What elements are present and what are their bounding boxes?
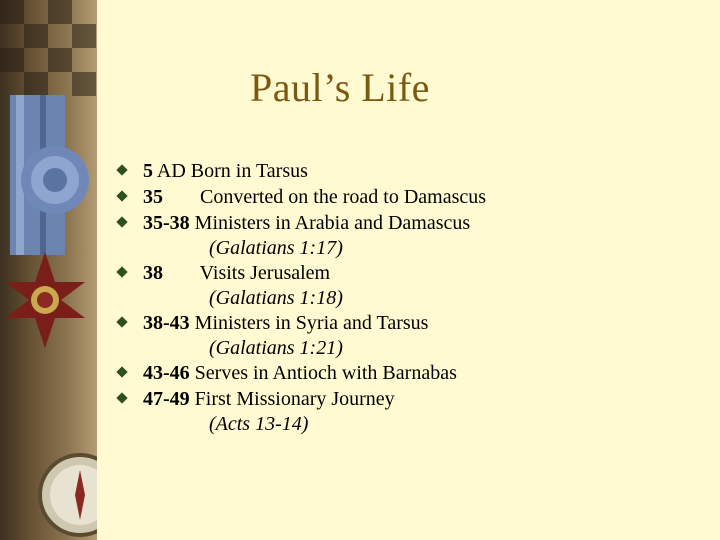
scripture-reference: (Galatians 1:17) (209, 237, 343, 259)
item-text: Converted on the road to Damascus (200, 186, 487, 208)
list-item (118, 260, 698, 310)
bullet-icon (116, 164, 127, 175)
item-text: Ministers in Syria and Tarsus (194, 312, 429, 334)
list-item (118, 386, 698, 436)
item-text: AD Born in Tarsus (156, 160, 308, 182)
year-label: 38-43 (143, 312, 190, 334)
bullet-icon (116, 266, 127, 277)
medal-illustration-icon (0, 0, 97, 540)
year-label: 38 (143, 262, 163, 284)
slide-title: Paul’s Life (250, 65, 430, 110)
year-label: 43-46 (143, 362, 190, 384)
item-text: Visits Jerusalem (199, 262, 331, 284)
decorative-medal-image (0, 0, 97, 540)
bullet-icon (116, 392, 127, 403)
year-label: 35 (143, 186, 163, 208)
list-item (118, 360, 698, 386)
item-text: Ministers in Arabia and Damascus (194, 212, 471, 234)
year-label: 47-49 (143, 388, 190, 410)
list-item (118, 158, 698, 184)
list-item (118, 210, 698, 260)
list-item (118, 310, 698, 360)
scripture-reference: (Acts 13-14) (209, 413, 309, 435)
timeline-list (118, 158, 698, 436)
scripture-reference: (Galatians 1:21) (209, 337, 343, 359)
bullet-icon (116, 190, 127, 201)
bullet-icon (116, 316, 127, 327)
list-item (118, 184, 698, 210)
bullet-icon (116, 216, 127, 227)
scripture-reference: (Galatians 1:18) (209, 287, 343, 309)
year-label: 5 (143, 160, 153, 182)
bullet-icon (116, 366, 127, 377)
item-text: Serves in Antioch with Barnabas (194, 362, 457, 384)
year-label: 35-38 (143, 212, 190, 234)
item-text: First Missionary Journey (194, 388, 395, 410)
